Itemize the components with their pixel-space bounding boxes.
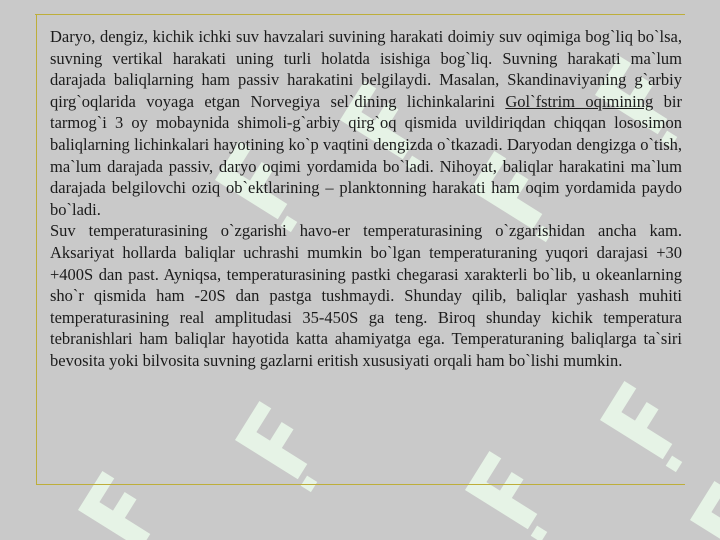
paragraph-2: Suv temperaturasining o`zgarishi havo-er temperaturasining o`zgarishidan ancha kam. Aksariyat hollarda baliqlar uchrashi mumkin bo`lgan temperaturaning yuqori darajasi +30 +400S dan past. Ayniqsa, temperaturasining pastki chegarasi xarakterli bo`lib, u okeanlarning sho`r qismida ham -20S dan pastga tushmaydi. Shunday qilib, baliqlar yashash muhiti temperaturasining real amplitudasi 35-450S ga teng. Biroq shunday kichik temperatura tebranishlari ham baliqlar hayotida katta ahamiyatga ega. Temperaturaning baliqlarga ta`siri bevosita yoki bilvosita suvning gazlarni eritish xususiyati orqali ham bo`lishi mumkin. <box>50 221 682 370</box>
frame-bottom-line <box>36 484 685 485</box>
frame-top-line <box>35 14 685 15</box>
paragraph-1-text: Daryo, dengiz, kichik ichki suv havzalari suvining harakati doimiy suv oqimiga bog`liq bo`lsa, suvning vertikal harakati uning turli holatda isishiga bog`liq. Suvning harakati ma`lum darajada baliqlarning ham passiv harakatini belgilaydi. Masalan, Skandinaviyaning g`arbiy qirg`oqlarida voyaga etgan Norvegiya sel`dining lichinkalarini <box>50 27 682 111</box>
paragraph-1-text-cont: bir tarmog`i 3 oy mobaynida shimoli-g`arbiy qirg`oq qismida uvildiriqdan chiqqan lososimon baliqlarning lichinkalari hayotining ko`p vaqtini dengizda o`tkazadi. Daryodan dengizga o`tish, ma`lum darajada passiv, daryo oqimi yordamida bo`ladi. Nihoyat, baliqlar harakatini ma`lum darajada belgilovchi oziq ob`ektlarining – planktonning harakati ham oqim yordamida paydo bo`ladi. <box>50 91 682 219</box>
gulfstream-link[interactable]: Gol`fstrim oqimining <box>505 91 654 111</box>
frame-left-line <box>36 14 37 484</box>
paragraph-1 <box>50 26 682 220</box>
text-body <box>50 26 682 372</box>
